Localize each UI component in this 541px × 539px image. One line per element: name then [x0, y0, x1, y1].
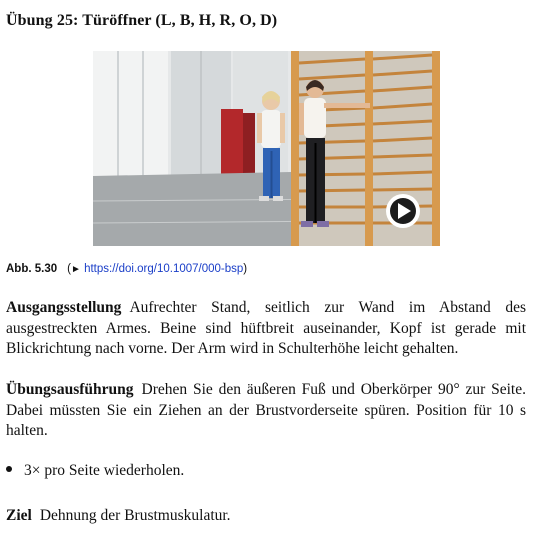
execution-text: Drehen Sie den äußeren Fuß und Oberkörper 90° zur Seite. Dabei müssten Sie ein Ziehen an der Brustvorderseite spüren. Position für 10 s halten. [6, 381, 526, 439]
starting-position-heading: Ausgangsstellung [6, 299, 122, 316]
figure-caption: Abb. 5.30 (► https://doi.org/10.1007/000-bsp) [6, 263, 248, 275]
goal-text: Dehnung der Brustmuskulatur. [39, 507, 231, 524]
figure-number: Abb. 5.30 [6, 263, 58, 275]
play-button-icon[interactable] [386, 194, 420, 228]
execution-paragraph [6, 380, 526, 442]
exercise-title: Übung 25: Türöffner (L, B, H, R, O, D) [6, 12, 278, 29]
goal-paragraph [6, 506, 526, 527]
goal-heading: Ziel [6, 507, 32, 524]
exercise-photo[interactable] [93, 51, 440, 246]
bullet-dot-icon [6, 466, 12, 472]
play-triangle-icon: ► [70, 264, 81, 275]
starting-position-paragraph [6, 298, 526, 360]
repetition-bullet [6, 462, 184, 480]
repetition-text: 3× pro Seite wiederholen. [24, 462, 185, 479]
starting-position-text: Aufrechter Stand, seitlich zur Wand im Abstand des ausgestreckten Armes. Beine sind hüftbreit auseinander, Kopf ist gerade mit Blickrichtung nach vorne. Der Arm wird in Schulterhöhe leicht gehalten. [6, 299, 526, 357]
gym-scene-illustration [93, 51, 440, 246]
execution-heading: Übungsausführung [6, 381, 134, 398]
video-doi-link[interactable]: https://doi.org/10.1007/000-bsp [84, 263, 244, 275]
